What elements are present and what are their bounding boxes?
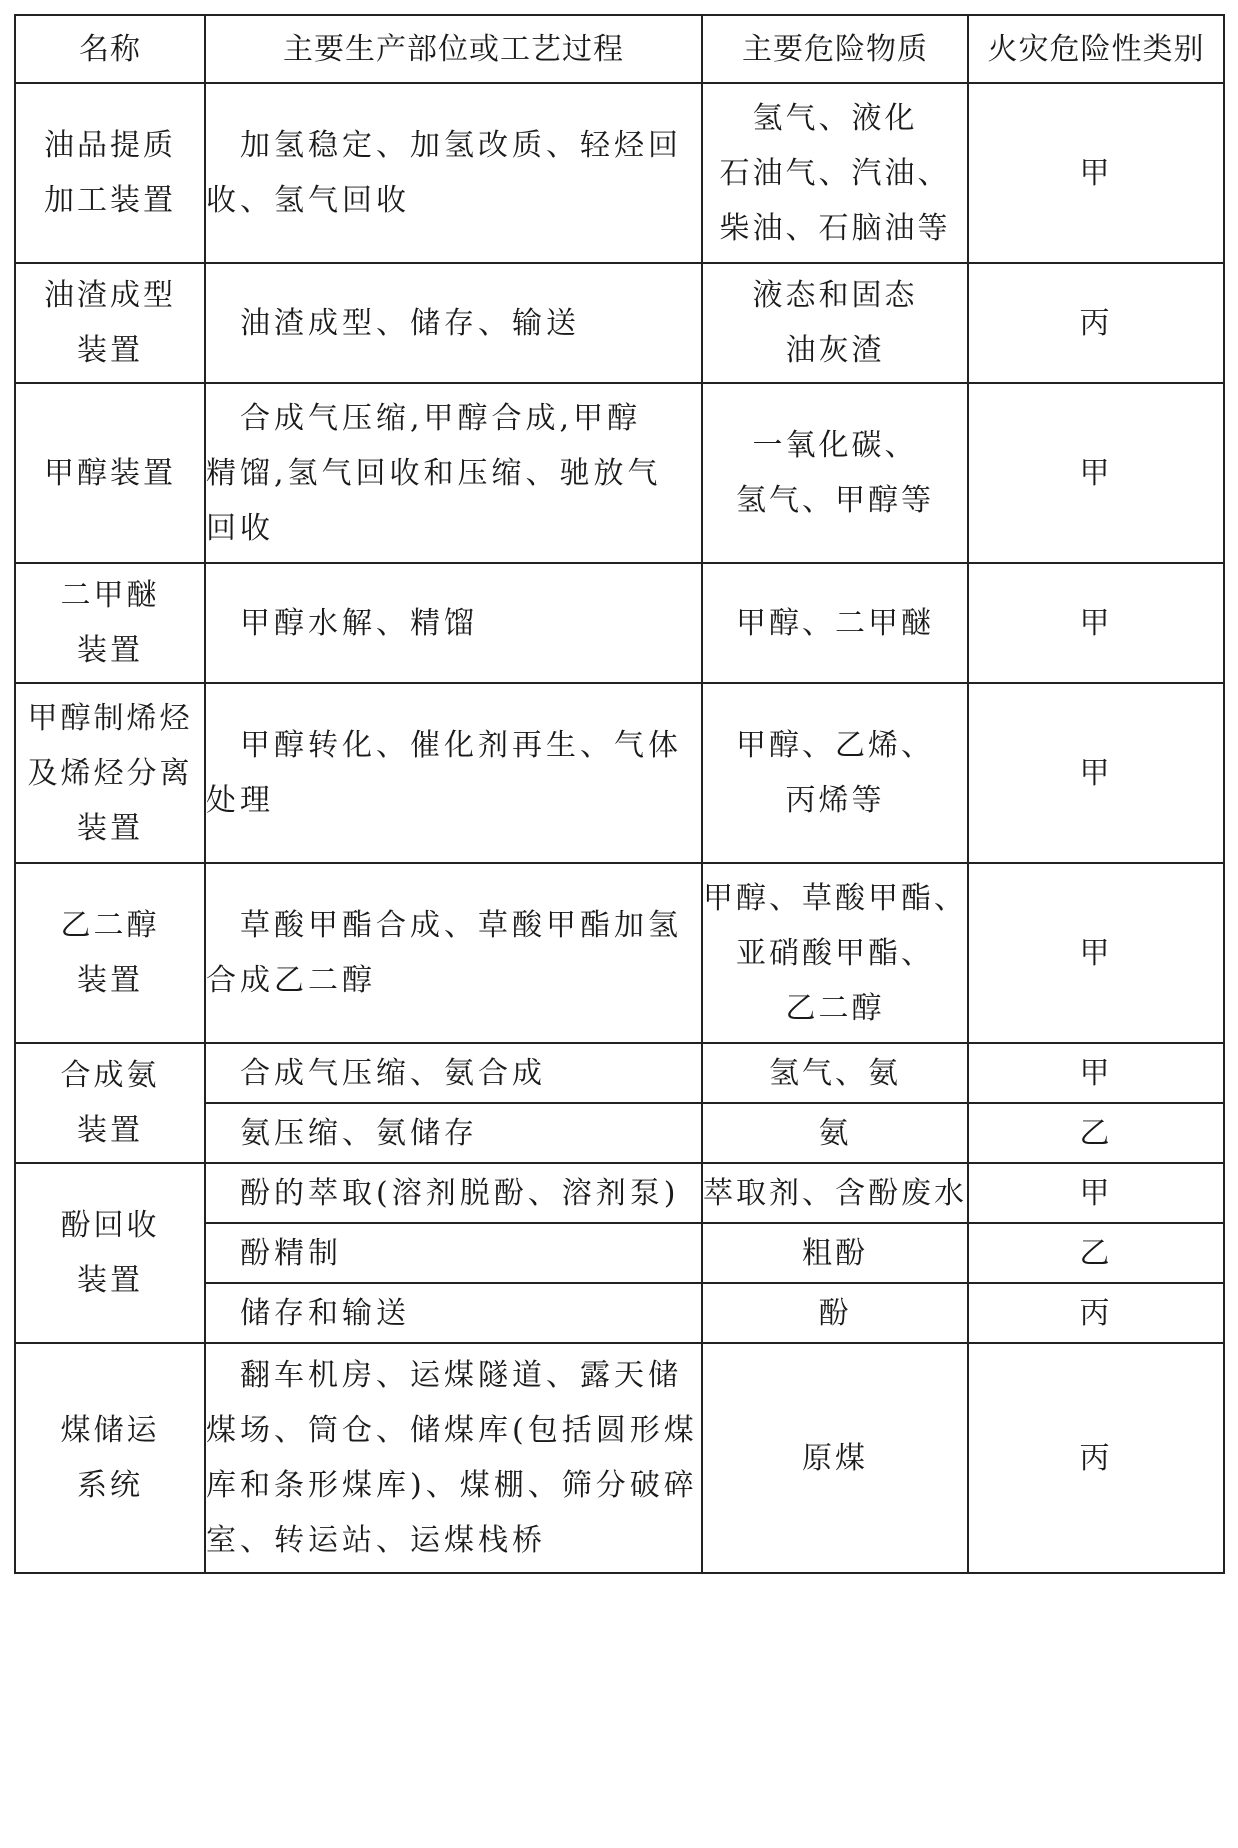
row-category: 甲 — [968, 863, 1224, 1043]
row-substance: 甲醇、乙烯、 丙烯等 — [702, 683, 968, 863]
row-process: 草酸甲酯合成、草酸甲酯加氢 合成乙二醇 — [205, 863, 702, 1043]
row-substance: 酚 — [702, 1283, 968, 1343]
row-process: 油渣成型、储存、输送 — [205, 263, 702, 383]
hazard-classification-table — [14, 14, 1225, 1574]
row-substance: 甲醇、二甲醚 — [702, 563, 968, 683]
row-category: 乙 — [968, 1223, 1224, 1283]
table-row — [15, 683, 1224, 863]
table-row — [15, 863, 1224, 1043]
row-process: 氨压缩、氨储存 — [205, 1103, 702, 1163]
row-name: 乙二醇 装置 — [15, 863, 205, 1043]
row-process: 合成气压缩,甲醇合成,甲醇 精馏,氢气回收和压缩、驰放气 回收 — [205, 383, 702, 563]
row-name: 合成氨 装置 — [15, 1043, 205, 1163]
table-row — [15, 83, 1224, 263]
table-row — [15, 563, 1224, 683]
row-category: 丙 — [968, 1283, 1224, 1343]
row-name: 油品提质 加工装置 — [15, 83, 205, 263]
table-row — [15, 1163, 1224, 1223]
row-name: 二甲醚 装置 — [15, 563, 205, 683]
row-substance: 甲醇、草酸甲酯、 亚硝酸甲酯、 乙二醇 — [702, 863, 968, 1043]
row-process: 合成气压缩、氨合成 — [205, 1043, 702, 1103]
row-category: 丙 — [968, 263, 1224, 383]
row-substance: 粗酚 — [702, 1223, 968, 1283]
row-category: 甲 — [968, 83, 1224, 263]
row-category: 甲 — [968, 1043, 1224, 1103]
row-substance: 氨 — [702, 1103, 968, 1163]
header-process: 主要生产部位或工艺过程 — [205, 15, 702, 83]
header-row — [15, 15, 1224, 83]
row-name: 甲醇装置 — [15, 383, 205, 563]
row-process: 甲醇水解、精馏 — [205, 563, 702, 683]
row-name: 油渣成型 装置 — [15, 263, 205, 383]
row-substance: 液态和固态 油灰渣 — [702, 263, 968, 383]
table-row — [15, 1043, 1224, 1103]
row-name: 煤储运 系统 — [15, 1343, 205, 1573]
row-name: 甲醇制烯烃 及烯烃分离 装置 — [15, 683, 205, 863]
table-row — [15, 1343, 1224, 1573]
row-substance: 一氧化碳、 氢气、甲醇等 — [702, 383, 968, 563]
row-category: 甲 — [968, 383, 1224, 563]
row-process: 甲醇转化、催化剂再生、气体 处理 — [205, 683, 702, 863]
row-process: 酚的萃取(溶剂脱酚、溶剂泵) — [205, 1163, 702, 1223]
row-category: 甲 — [968, 563, 1224, 683]
header-name: 名称 — [15, 15, 205, 83]
table-row — [15, 383, 1224, 563]
row-substance: 氢气、液化 石油气、汽油、 柴油、石脑油等 — [702, 83, 968, 263]
header-substance: 主要危险物质 — [702, 15, 968, 83]
row-category: 甲 — [968, 683, 1224, 863]
row-category: 丙 — [968, 1343, 1224, 1573]
row-process: 加氢稳定、加氢改质、轻烃回 收、氢气回收 — [205, 83, 702, 263]
row-substance: 氢气、氨 — [702, 1043, 968, 1103]
row-name: 酚回收 装置 — [15, 1163, 205, 1343]
row-category: 甲 — [968, 1163, 1224, 1223]
row-process: 酚精制 — [205, 1223, 702, 1283]
header-category: 火灾危险性类别 — [968, 15, 1224, 83]
row-substance: 萃取剂、含酚废水 — [702, 1163, 968, 1223]
row-process: 储存和输送 — [205, 1283, 702, 1343]
row-substance: 原煤 — [702, 1343, 968, 1573]
row-process: 翻车机房、运煤隧道、露天储 煤场、筒仓、储煤库(包括圆形煤 库和条形煤库)、煤棚、筛分破碎 室、转运站、运煤栈桥 — [205, 1343, 702, 1573]
row-category: 乙 — [968, 1103, 1224, 1163]
table-row — [15, 263, 1224, 383]
